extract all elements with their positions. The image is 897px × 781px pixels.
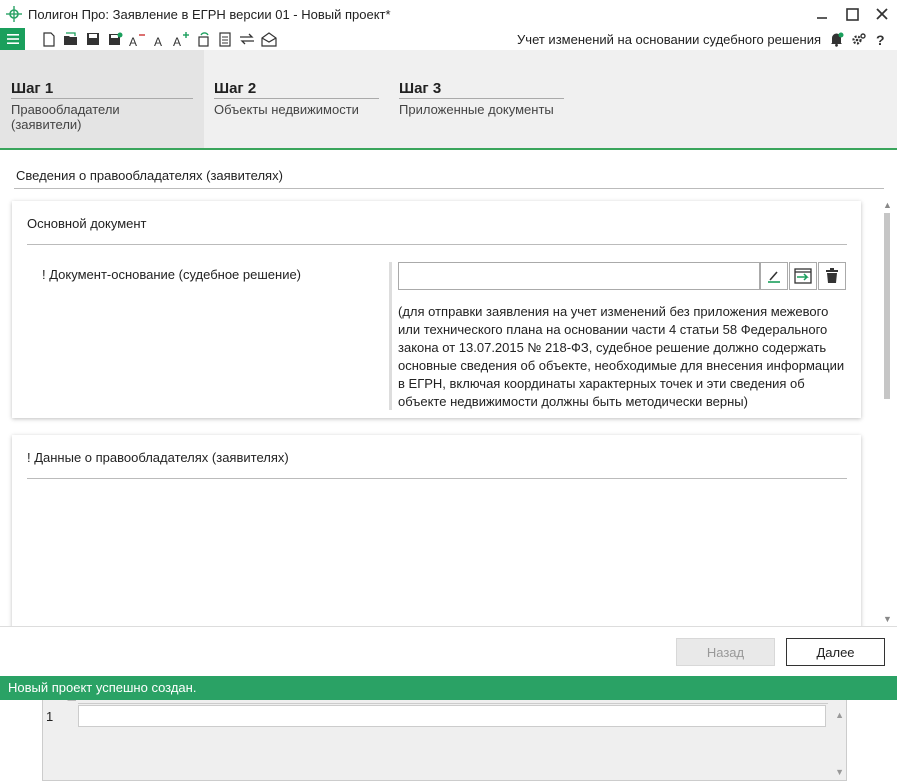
mode-notice: Учет изменений на основании судебного решения [517,31,821,47]
back-button[interactable]: Назад [676,638,775,666]
help-icon[interactable] [871,30,889,48]
card-title: Основной документ [27,216,147,231]
font-increase-icon[interactable] [170,29,192,49]
card-divider [27,478,847,479]
main-document-card [12,201,861,418]
import-document-button[interactable] [789,262,817,290]
section-divider [14,188,884,189]
tab-step-1[interactable] [11,80,193,132]
window-title: Полигон Про: Заявление в ЕГРН версии 01 - Новый проект* [28,6,391,22]
row-number: 1 [46,709,54,724]
status-bar: Новый проект успешно создан. [0,676,897,700]
title-bar [0,0,897,28]
tab-step-3[interactable] [399,80,564,117]
list-icon[interactable] [214,29,236,49]
content-scrollbar[interactable] [883,200,891,624]
next-button[interactable]: Далее [786,638,885,666]
scroll-up-icon[interactable]: ▲ [883,200,892,210]
field-separator [389,262,392,410]
scroll-down-icon[interactable]: ▼ [883,614,892,624]
step-number: Шаг 2 [214,80,379,99]
toolbar [0,28,897,50]
save-icon[interactable] [82,29,104,49]
holder-cell[interactable] [78,705,826,727]
font-decrease-icon[interactable] [126,29,148,49]
minimize-button[interactable] [807,0,837,28]
refresh-icon[interactable] [192,29,214,49]
step-label: Правообладатели (заявители) [11,102,120,132]
svg-text:?: ? [876,31,885,48]
open-folder-icon[interactable] [60,29,82,49]
swap-icon[interactable] [236,29,258,49]
delete-document-button[interactable] [818,262,846,290]
gear-icon[interactable] [849,30,867,48]
section-title: Сведения о правообладателях (заявителях) [16,168,283,183]
pencil-icon [767,269,781,283]
svg-text:A: A [129,35,138,49]
grid-scroll-down-icon[interactable]: ▼ [835,767,844,777]
maximize-button[interactable] [837,0,867,28]
step-number: Шаг 1 [11,80,193,99]
card-divider [27,244,847,245]
scroll-thumb[interactable] [884,213,890,399]
app-logo-icon [0,0,28,28]
import-icon [794,268,812,284]
document-hint: (для отправки заявления на учет изменений без приложения межевого или технического плана на основании части 4 статьи 58 Федерального закона от 13.07.2015 № 218-ФЗ, судебное решение должно содержать основные сведения об объекте, необходимые для внесения информации в ЕГРН, включая координаты характерных точек и эти сведения об объекте недвижимости должны быть методически верны) [398,304,845,409]
font-normal-icon[interactable] [148,29,170,49]
tab-step-2[interactable] [214,80,379,117]
step-label: Объекты недвижимости [214,102,359,117]
menu-button[interactable] [0,28,25,50]
card-title: ! Данные о правообладателях (заявителях) [27,450,289,465]
bell-icon[interactable] [827,30,845,48]
document-basis-input[interactable] [398,262,760,290]
envelope-icon[interactable] [258,29,280,49]
footer [0,626,897,676]
new-document-icon[interactable] [38,29,60,49]
document-field-label: ! Документ-основание (судебное решение) [42,267,302,282]
svg-text:A: A [173,35,182,49]
save-as-icon[interactable] [104,29,126,49]
edit-document-button[interactable] [760,262,788,290]
step-tabs [0,50,897,150]
svg-text:A: A [154,35,163,49]
close-button[interactable] [867,0,897,28]
trash-icon [825,268,839,284]
step-label: Приложенные документы [399,102,554,117]
step-number: Шаг 3 [399,80,564,99]
grid-scroll-up-icon[interactable]: ▲ [835,710,844,720]
